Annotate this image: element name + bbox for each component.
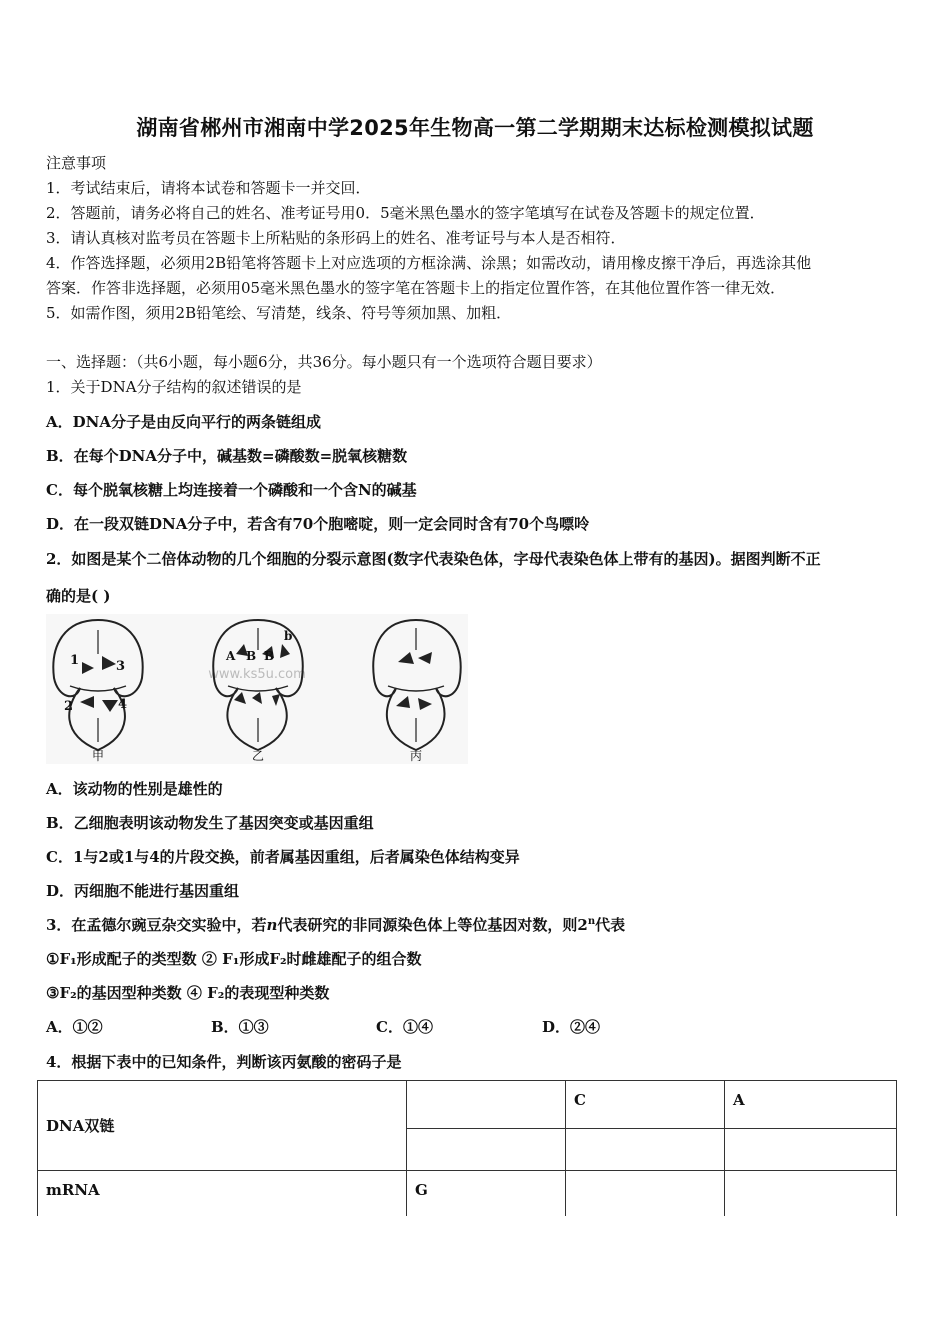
notice-item: 3．请认真核对监考员在答题卡上所粘贴的条形码上的姓名、准考证号与本人是否相符． — [46, 229, 626, 247]
q2-option-d: D．丙细胞不能进行基因重组 — [46, 882, 240, 900]
cell-label: 乙 — [251, 749, 265, 763]
notice-item: 答案．作答非选择题，必须用05毫米黑色墨水的签字笔在答题卡上的指定位置作答，在其他位置作答一律无效． — [46, 279, 786, 297]
section-heading: 一、选择题：（共6小题，每小题6分，共36分。每小题只有一个选项符合题目要求） — [46, 353, 602, 371]
q3-option-d: D．②④ — [542, 1018, 601, 1036]
notice-item: 4．作答选择题，必须用2B铅笔将答题卡上对应选项的方框涂满、涂黑；如需改动，请用橡皮擦干净后，再选涂其他 — [46, 254, 812, 272]
gene-label: b — [284, 629, 293, 643]
table-cell — [725, 1129, 897, 1171]
gene-label: B — [264, 649, 275, 663]
page-title: 湖南省郴州市湘南中学2025年生物高一第二学期期末达标检测模拟试题 — [136, 116, 814, 140]
table-row — [38, 1081, 897, 1129]
codon-table — [37, 1080, 897, 1231]
chromosome-number: 4 — [118, 697, 128, 712]
q4-stem: 4．根据下表中的已知条件，判断该丙氨酸的密码子是 — [46, 1053, 402, 1071]
notice-item: 5．如需作图，须用2B铅笔绘、写清楚，线条、符号等须加黑、加粗． — [46, 304, 512, 322]
q1-option-a: A．DNA分子是由反向平行的两条链组成 — [46, 413, 321, 431]
q3-option-b: B．①③ — [211, 1018, 269, 1036]
cell-division-figure — [46, 614, 468, 764]
q1-option-c: C．每个脱氧核糖上均连接着一个磷酸和一个含N的碱基 — [46, 481, 417, 499]
q3-statement-line2: ③F₂的基因型种类数 ④ F₂的表现型种类数 — [46, 984, 330, 1002]
q3-statement-line1: ①F₁形成配子的类型数 ② F₁形成F₂时雌雄配子的组合数 — [46, 950, 422, 968]
figure-watermark: www.ks5u.com — [208, 667, 306, 682]
q3-stem: 3．在孟德尔豌豆杂交实验中，若n代表研究的非同源染色体上等位基因对数，则2$^n$代表 — [46, 916, 626, 934]
table-cell — [407, 1081, 566, 1129]
page-bottom-blank — [0, 1216, 950, 1344]
table-cell-c: C — [566, 1081, 725, 1129]
notice-item: 1．考试结束后，请将本试卷和答题卡一并交回． — [46, 179, 371, 197]
cell-label: 丙 — [409, 749, 423, 763]
q2-stem-line2: 确的是( ) — [46, 587, 111, 605]
notice-heading: 注意事项 — [46, 154, 107, 172]
chromosome-number: 1 — [70, 653, 80, 668]
notice-item: 2．答题前，请务必将自己的姓名、准考证号用0．5毫米黑色墨水的签字笔填写在试卷及答题卡的规定位置． — [46, 204, 765, 222]
q1-stem: 1．关于DNA分子结构的叙述错误的是 — [46, 378, 302, 396]
table-cell-mrna-label: mRNA — [38, 1171, 407, 1231]
cell-label: 甲 — [91, 749, 105, 763]
chromosome-number: 2 — [64, 699, 74, 714]
q2-option-c: C．1与2或1与4的片段交换，前者属基因重组，后者属染色体结构变异 — [46, 848, 520, 866]
q1-option-d: D．在一段双链DNA分子中，若含有70个胞嘧啶，则一定会同时含有70个鸟嘌呤 — [46, 515, 590, 533]
q2-option-a: A．该动物的性别是雄性的 — [46, 780, 223, 798]
q3-option-a: A．①② — [46, 1018, 103, 1036]
table-cell — [407, 1129, 566, 1171]
table-cell — [566, 1129, 725, 1171]
table-cell-a: A — [725, 1081, 897, 1129]
q1-option-b: B．在每个DNA分子中，碱基数=磷酸数=脱氧核糖数 — [46, 447, 408, 465]
table-cell-dna-label: DNA双链 — [38, 1081, 407, 1171]
q2-stem-line1: 2．如图是某个二倍体动物的几个细胞的分裂示意图(数字代表染色体，字母代表染色体上带有的基因)。据图判断不正 — [46, 550, 821, 568]
chromosome-number: 3 — [116, 659, 126, 674]
q2-option-b: B．乙细胞表明该动物发生了基因突变或基因重组 — [46, 814, 374, 832]
q3-option-c: C．①④ — [376, 1018, 433, 1036]
table-cell-g: G — [407, 1171, 566, 1231]
gene-label: B — [246, 649, 257, 663]
gene-label: A — [226, 649, 236, 663]
